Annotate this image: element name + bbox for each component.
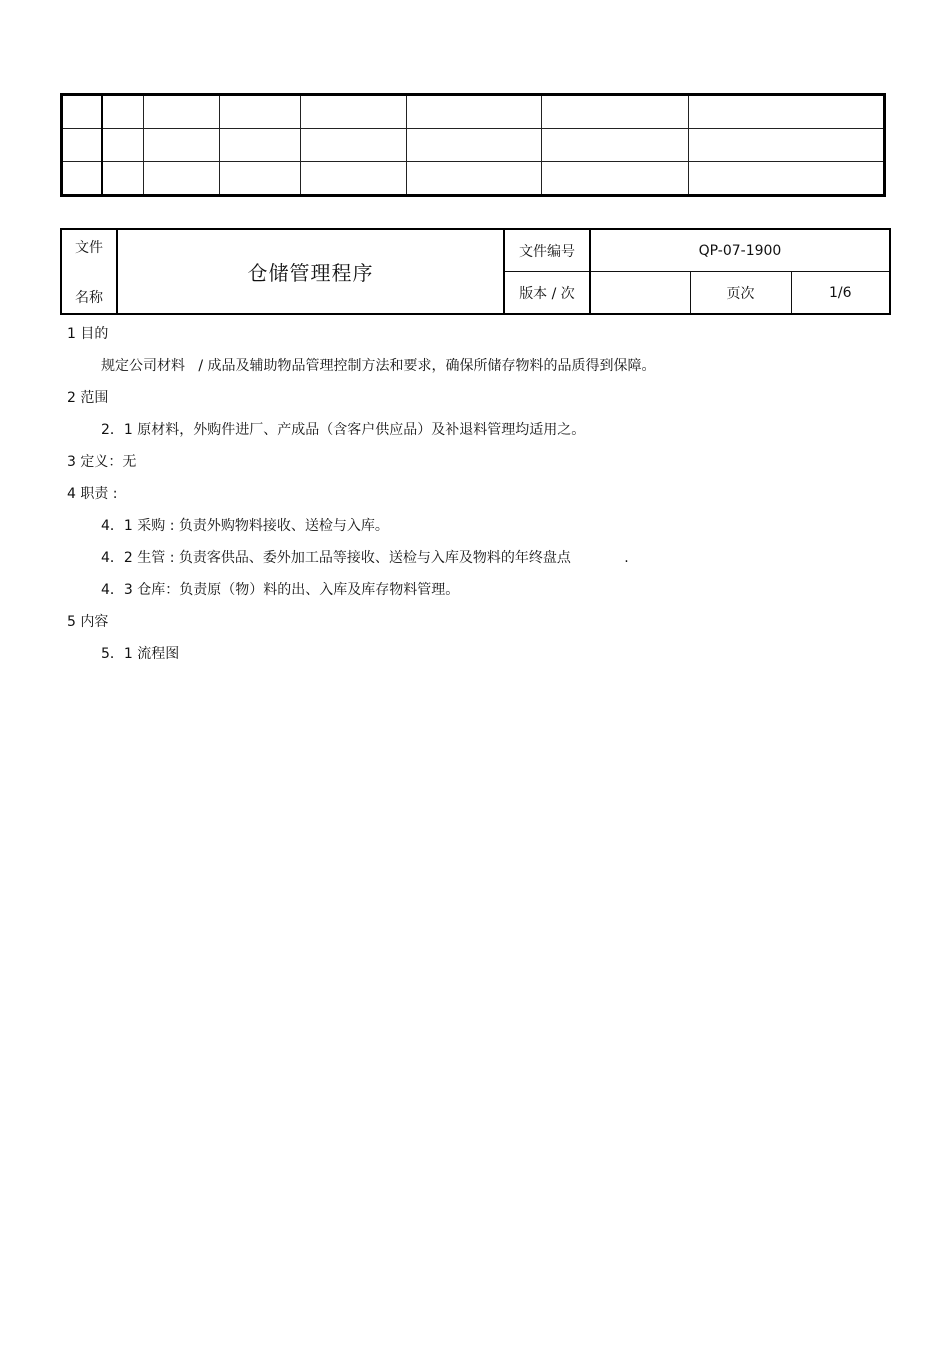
section-3-heading: 3 定义：无 [67,454,137,470]
revision-cell [62,129,102,162]
revision-cell [542,129,689,162]
section-4-2-text: 4．2 生管 : 负责客供品、委外加工品等接收、送检与入库及物料的年终盘点 . [101,550,629,566]
revision-cell [102,129,144,162]
document-title: 仓储管理程序 [117,229,504,314]
revision-row [62,162,885,196]
revision-cell [689,162,885,196]
page-label: 页次 [690,272,791,315]
revision-row [62,95,885,129]
file-name-label [61,229,117,314]
revision-cell [407,162,542,196]
revision-row [62,129,885,162]
revision-cell [102,95,144,129]
revision-cell [542,95,689,129]
file-code-value: QP-07-1900 [590,229,890,272]
section-2-heading: 2 范围 [67,390,109,406]
section-5-heading: 5 内容 [67,614,109,630]
revision-cell [220,129,301,162]
file-code-label: 文件编号 [504,229,590,272]
revision-cell [220,162,301,196]
revision-cell [220,95,301,129]
revision-cell [689,129,885,162]
revision-cell [301,95,407,129]
revision-cell [301,162,407,196]
section-4-1-text: 4．1 采购 : 负责外购物料接收、送检与入库。 [101,518,389,534]
section-4-3-text: 4．3 仓库：负责原（物）料的出、入库及库存物料管理。 [101,582,460,598]
revision-cell [542,162,689,196]
version-label: 版本 / 次 [504,272,590,315]
revision-cell [689,95,885,129]
section-4-heading: 4 职责 : [67,486,118,502]
section-5-1-text: 5．1 流程图 [101,646,180,662]
section-1-text: 规定公司材料 / 成品及辅助物品管理控制方法和要求，确保所储存物料的品质得到保障。 [101,358,656,374]
file-name-label-bottom: 名称 [75,289,103,306]
file-name-label-top: 文件 [75,239,103,256]
revision-cell [407,129,542,162]
revision-cell [62,162,102,196]
revision-cell [301,129,407,162]
revision-cell [407,95,542,129]
version-value [590,272,690,315]
section-2-1-text: 2．1 原材料，外购件进厂、产成品（含客户供应品）及补退料管理均适用之。 [101,422,586,438]
revision-cell [102,162,144,196]
document-header-table [60,228,891,315]
revision-table [60,93,886,197]
page-value: 1/6 [791,272,890,315]
revision-cell [62,95,102,129]
revision-cell [144,162,220,196]
revision-cell [144,95,220,129]
section-1-heading: 1 目的 [67,326,109,342]
revision-cell [144,129,220,162]
